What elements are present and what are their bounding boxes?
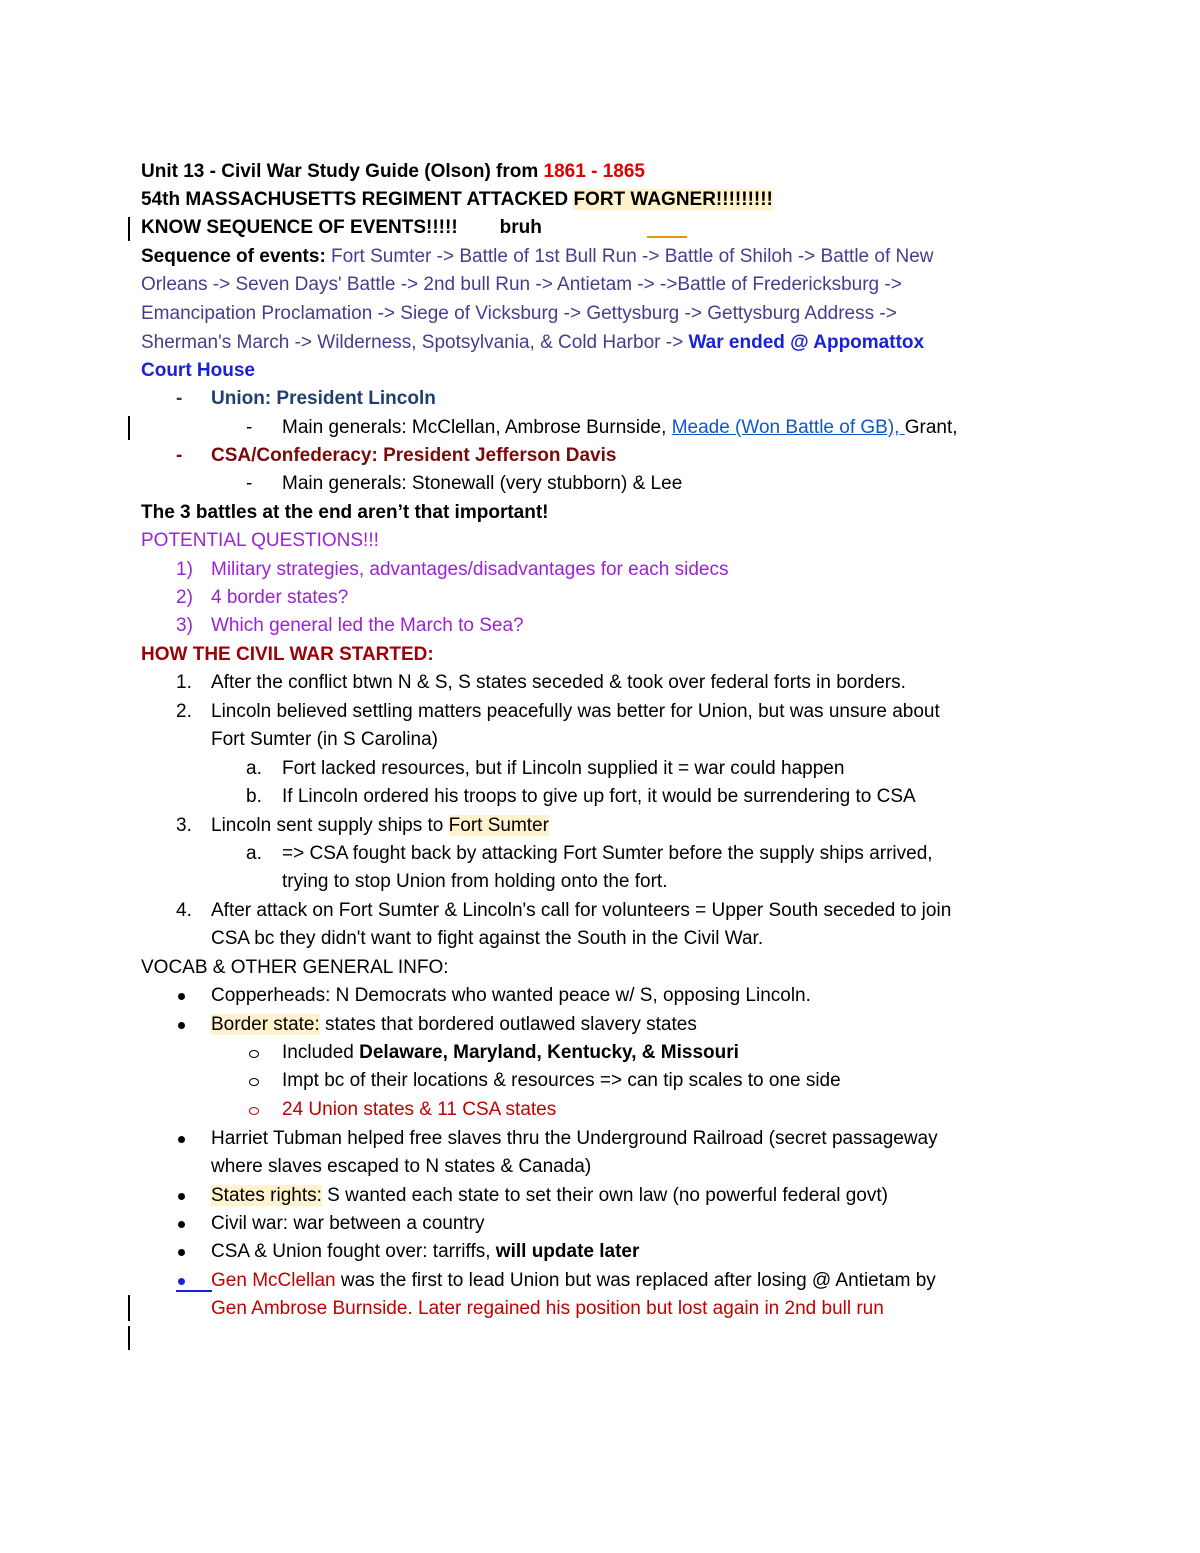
title-years: 1861 - 1865	[543, 161, 645, 182]
fort-sumter-highlight: Fort Sumter	[448, 815, 549, 836]
how-num-4: 4.	[176, 900, 192, 921]
bullet-icon	[178, 1022, 185, 1029]
how-num-1: 1.	[176, 672, 192, 693]
sequence-label: Sequence of events:	[141, 246, 326, 267]
vocab-heading: VOCAB & OTHER GENERAL INFO:	[141, 957, 449, 978]
how-item-2: Lincoln believed settling matters peacefully was better for Union, but was unsure about	[211, 701, 940, 722]
csa-generals-marker: -	[246, 473, 253, 494]
states-rights-line	[211, 1182, 888, 1210]
how-sub-2a-num: a.	[246, 758, 262, 779]
union-generals-suffix: Grant,	[904, 417, 958, 438]
bullet-icon	[178, 1136, 185, 1143]
know-line	[141, 214, 542, 242]
state-counts-line: 24 Union states & 11 CSA states	[282, 1099, 557, 1120]
states-rights-text: S wanted each state to set their own law (no powerful federal govt)	[321, 1185, 888, 1206]
potential-heading: POTENTIAL QUESTIONS!!!	[141, 530, 379, 551]
potential-num-2: 2)	[176, 587, 193, 608]
bullet-icon	[178, 1278, 185, 1285]
mcclellan-name: Gen McClellan	[211, 1270, 336, 1291]
how-sub-3a-num: a.	[246, 843, 262, 864]
text-cursor	[128, 217, 130, 241]
sequence-line-2: Orleans -> Seven Days' Battle -> 2nd bull Run -> Antietam -> ->Battle of Fredericksburg ->	[141, 274, 902, 295]
circle-bullet-icon	[249, 1050, 259, 1058]
bruh-text: bruh	[499, 217, 542, 238]
war-ended-text: War ended @ Appomattox	[688, 332, 925, 353]
sequence-line-1	[141, 243, 934, 271]
bullet-icon	[178, 1193, 185, 1200]
border-state-highlight: Border state:	[211, 1014, 320, 1035]
civil-war-line: Civil war: war between a country	[211, 1213, 485, 1234]
states-rights-highlight: States rights:	[211, 1185, 322, 1206]
union-line: Union: President Lincoln	[211, 388, 436, 409]
how-item-2-cont: Fort Sumter (in S Carolina)	[211, 729, 439, 750]
mcclellan-text: was the first to lead Union but was replaced after losing @ Antietam by	[335, 1270, 936, 1291]
how-sub-2a: Fort lacked resources, but if Lincoln supplied it = war could happen	[282, 758, 845, 779]
how-num-3: 3.	[176, 815, 192, 836]
sequence-line-4	[141, 329, 924, 357]
how-sub-2b-num: b.	[246, 786, 262, 807]
potential-item-2: 4 border states?	[211, 587, 349, 608]
text-cursor-3	[128, 1295, 130, 1321]
burnside-line: Gen Ambrose Burnside. Later regained his position but lost again in 2nd bull run	[211, 1298, 884, 1319]
text-cursor-4	[128, 1326, 130, 1350]
tubman-line-cont: where slaves escaped to N states & Canada)	[211, 1156, 592, 1177]
sequence-text-4: Sherman's March -> Wilderness, Spotsylvania, & Cold Harbor ->	[141, 332, 689, 353]
border-state-line	[211, 1011, 697, 1039]
fought-over-line	[211, 1238, 639, 1266]
how-num-2: 2.	[176, 701, 192, 722]
how-sub-2b: If Lincoln ordered his troops to give up fort, it would be surrendering to CSA	[282, 786, 916, 807]
sequence-line-5: Court House	[141, 360, 255, 381]
included-states: Delaware, Maryland, Kentucky, & Missouri	[359, 1042, 739, 1063]
union-marker: -	[176, 388, 183, 409]
will-update-text: will update later	[495, 1241, 640, 1262]
sequence-text-1: Fort Sumter -> Battle of 1st Bull Run -> Battle of Shiloh -> Battle of New	[325, 246, 934, 267]
how-sub-3a: => CSA fought back by attacking Fort Sumter before the supply ships arrived,	[282, 843, 933, 864]
impt-line: Impt bc of their locations & resources => can tip scales to one side	[282, 1070, 841, 1091]
included-line	[282, 1039, 739, 1067]
how-item-1: After the conflict btwn N & S, S states seceded & took over federal forts in borders.	[211, 672, 906, 693]
fort-wagner-highlight: FORT WAGNER!!!!!!!!!	[573, 189, 773, 210]
how-item-3-text: Lincoln sent supply ships to	[211, 815, 449, 836]
regiment-text: 54th MASSACHUSETTS REGIMENT ATTACKED	[141, 189, 574, 210]
border-state-text: states that bordered outlawed slavery states	[319, 1014, 697, 1035]
potential-num-3: 3)	[176, 615, 193, 636]
suggestion-underline	[176, 1290, 212, 1292]
how-item-3	[211, 812, 549, 840]
regiment-line	[141, 186, 773, 214]
tubman-line: Harriet Tubman helped free slaves thru the Underground Railroad (secret passageway	[211, 1128, 938, 1149]
potential-num-1: 1)	[176, 559, 193, 580]
how-started-heading: HOW THE CIVIL WAR STARTED:	[141, 644, 434, 665]
included-prefix: Included	[282, 1042, 360, 1063]
bullet-icon	[178, 1249, 185, 1256]
potential-item-3: Which general led the March to Sea?	[211, 615, 524, 636]
title-text: Unit 13 - Civil War Study Guide (Olson) from	[141, 161, 544, 182]
copperheads-line: Copperheads: N Democrats who wanted peace w/ S, opposing Lincoln.	[211, 985, 811, 1006]
fought-over-text: CSA & Union fought over: tarriffs,	[211, 1241, 496, 1262]
know-text: KNOW SEQUENCE OF EVENTS!!!!!	[141, 217, 458, 238]
title-line	[141, 158, 645, 186]
csa-generals-line: Main generals: Stonewall (very stubborn) & Lee	[282, 473, 683, 494]
circle-bullet-icon	[249, 1078, 259, 1086]
bullet-icon	[178, 1221, 185, 1228]
union-generals-line	[282, 414, 958, 442]
text-cursor-2	[128, 416, 130, 440]
three-battles-line: The 3 battles at the end aren’t that important!	[141, 502, 549, 523]
sequence-line-3: Emancipation Proclamation -> Siege of Vicksburg -> Gettysburg -> Gettysburg Address ->	[141, 303, 897, 324]
circle-bullet-icon	[249, 1107, 259, 1115]
potential-item-1: Military strategies, advantages/disadvantages for each sidecs	[211, 559, 729, 580]
bullet-icon	[178, 993, 185, 1000]
how-sub-3a-cont: trying to stop Union from holding onto the fort.	[282, 871, 668, 892]
meade-link[interactable]: Meade (Won Battle of GB),	[671, 417, 905, 438]
union-generals-prefix: Main generals: McClellan, Ambrose Burnside,	[282, 417, 672, 438]
mcclellan-line	[211, 1267, 936, 1295]
how-item-4: After attack on Fort Sumter & Lincoln's call for volunteers = Upper South seceded to join	[211, 900, 952, 921]
comment-underline	[647, 236, 687, 238]
csa-line: CSA/Confederacy: President Jefferson Davis	[211, 445, 617, 466]
union-generals-marker: -	[246, 417, 253, 438]
how-item-4-cont: CSA bc they didn't want to fight against the South in the Civil War.	[211, 928, 764, 949]
csa-marker: -	[176, 445, 183, 466]
